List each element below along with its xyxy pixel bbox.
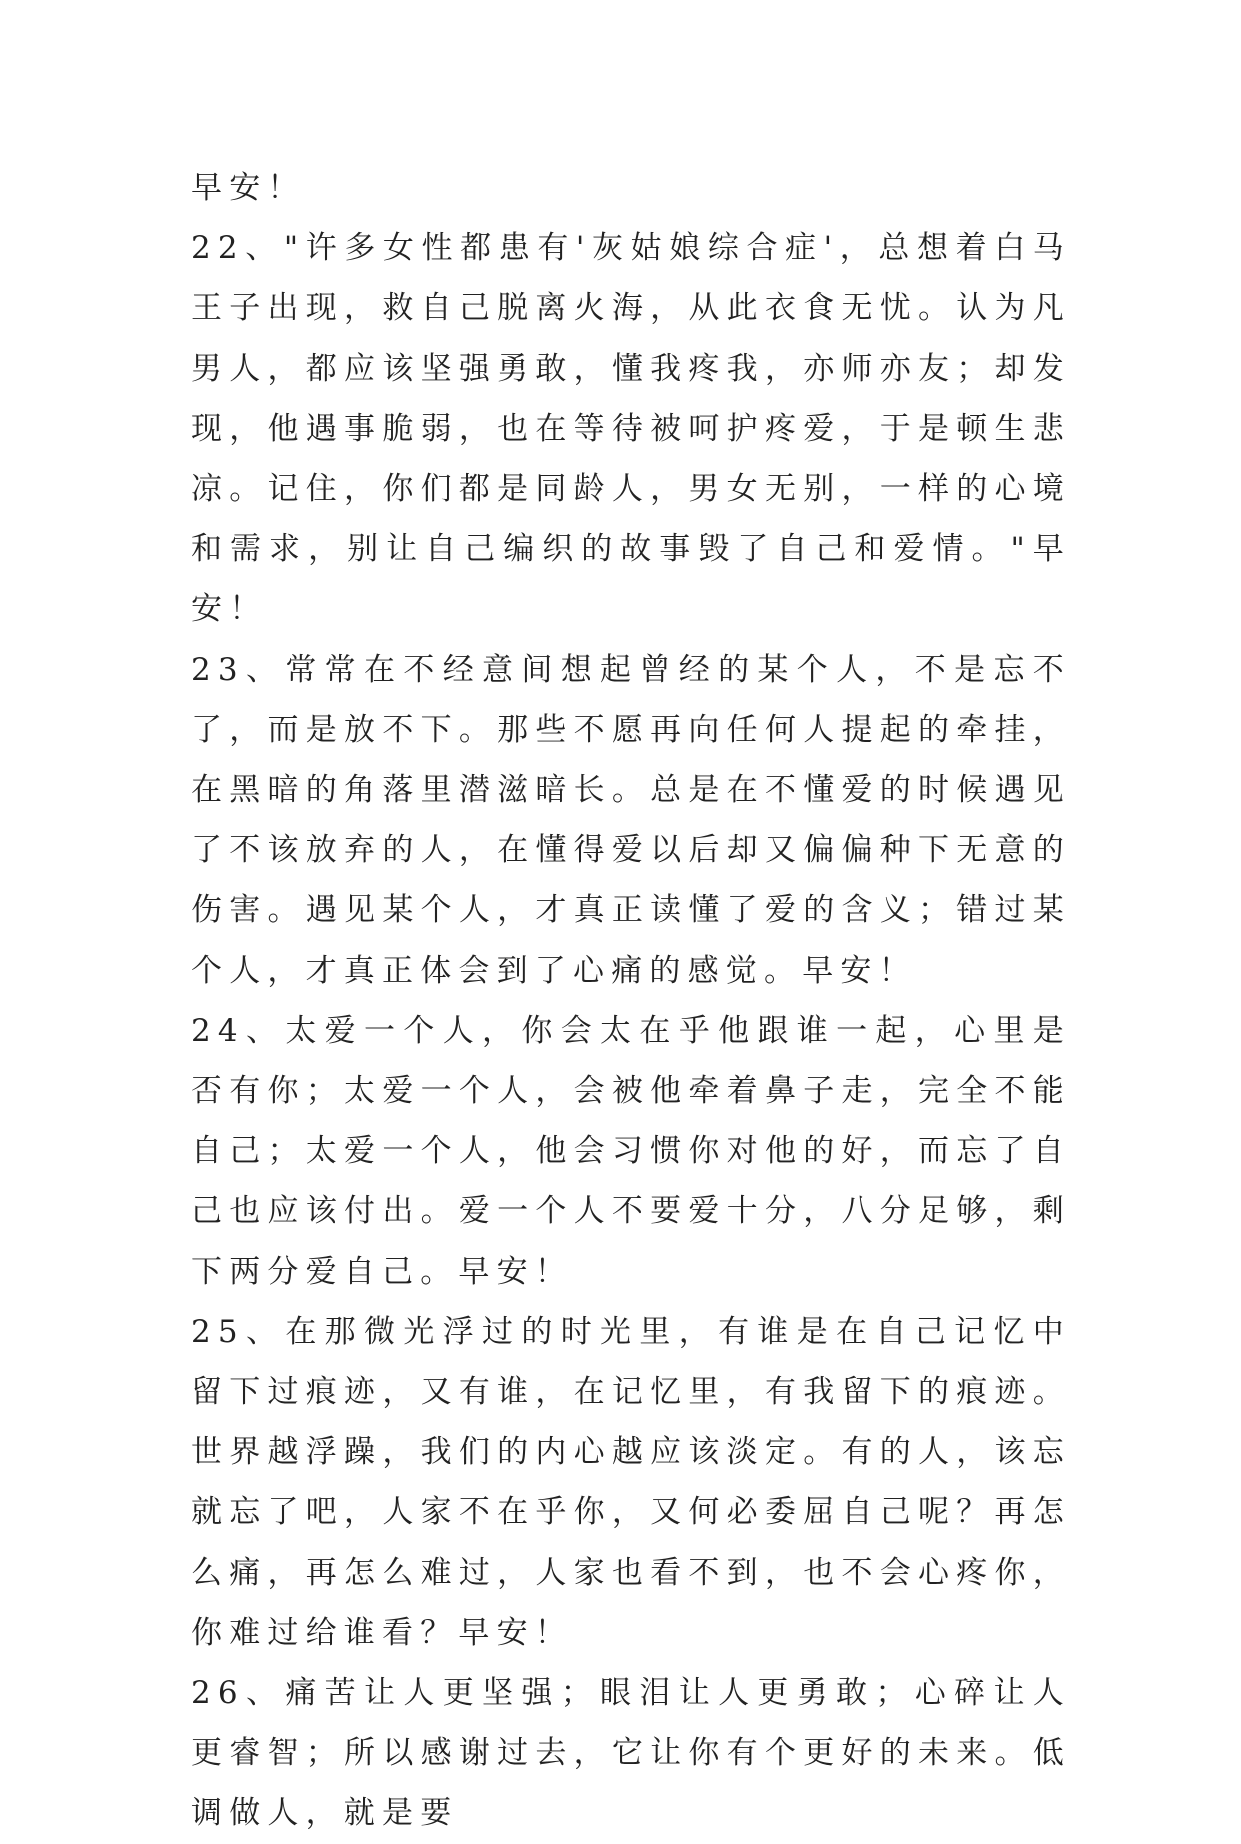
document-body [191, 158, 1071, 1844]
paragraph-24: 24、太爱一个人，你会太在乎他跟谁一起，心里是否有你；太爱一个人，会被他牵着鼻子走，完全不能自己；太爱一个人，他会习惯你对他的好，而忘了自己也应该付出。爱一个人不要爱十分，八分足够，剩下两分爱自己。早安！ [191, 1012, 1071, 1290]
paragraph-23: 23、常常在不经意间想起曾经的某个人，不是忘不了，而是放不下。那些不愿再向任何人提起的牵挂，在黑暗的角落里潜滋暗长。总是在不懂爱的时候遇见了不该放弃的人，在懂得爱以后却又偏偏种下无意的伤害。遇见某个人，才真正读懂了爱的含义；错过某个人，才真正体会到了心痛的感觉。早安！ [191, 651, 1071, 989]
paragraph-25: 25、在那微光浮过的时光里，有谁是在自己记忆中留下过痕迹，又有谁，在记忆里，有我留下的痕迹。世界越浮躁，我们的内心越应该淡定。有的人，该忘就忘了吧，人家不在乎你，又何必委屈自己呢？再怎么痛，再怎么难过，人家也看不到，也不会心疼你，你难过给谁看？早安！ [191, 1313, 1071, 1651]
paragraph-22: 22、"许多女性都患有'灰姑娘综合症'，总想着白马王子出现，救自己脱离火海，从此衣食无忧。认为凡男人，都应该坚强勇敢，懂我疼我，亦师亦友；却发现，他遇事脆弱，也在等待被呵护疼爱，于是顿生悲凉。记住，你们都是同龄人，男女无别，一样的心境和需求，别让自己编织的故事毁了自己和爱情。"早安！ [191, 230, 1071, 628]
paragraph-continuation: 早安！ [191, 170, 306, 206]
paragraph-26: 26、痛苦让人更坚强；眼泪让人更勇敢；心碎让人更睿智；所以感谢过去，它让你有个更好的未来。低调做人，就是要 [191, 1675, 1071, 1832]
